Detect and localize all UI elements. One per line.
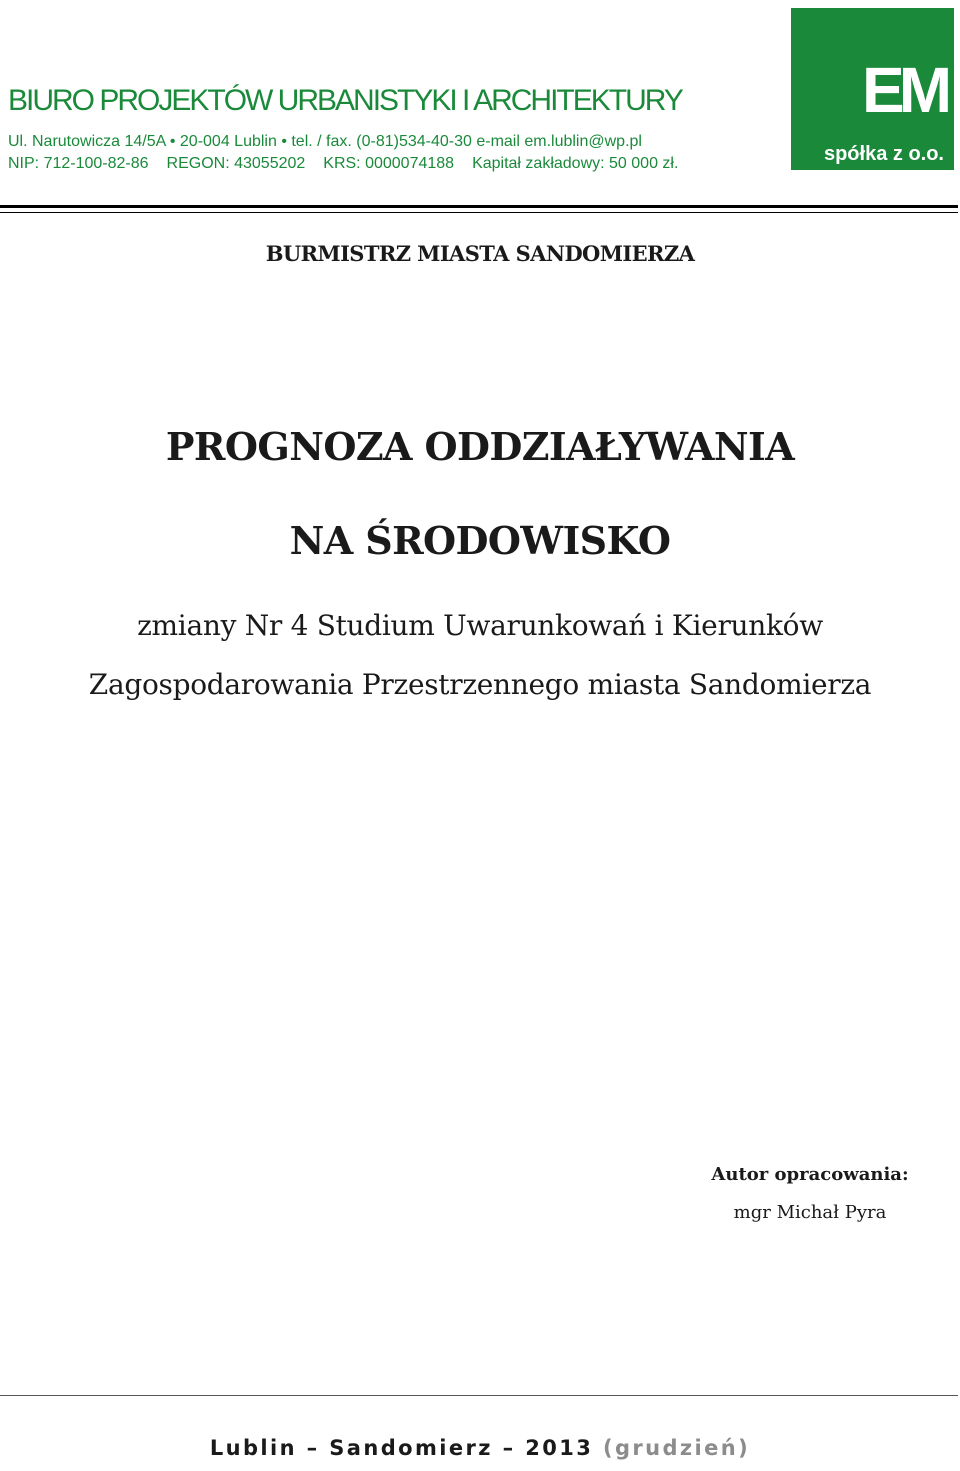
em-logo: [791, 8, 954, 170]
footer-month: (grudzień): [602, 1436, 751, 1460]
header-divider-thick: [0, 205, 958, 208]
regon-number: REGON: 43055202: [166, 155, 306, 172]
company-name: BIURO PROJEKTÓW URBANISTYKI I ARCHITEKTURY: [8, 84, 682, 117]
author-name: mgr Michał Pyra: [733, 1202, 887, 1223]
document-subtitle-line-2: Zagospodarowania Przestrzennego miasta Sandomierza: [88, 668, 872, 701]
commissioning-authority: BURMISTRZ MIASTA SANDOMIERZA: [265, 241, 695, 266]
footer-location-year: Lublin – Sandomierz – 2013: [209, 1436, 594, 1460]
footer-divider: [0, 1395, 958, 1396]
document-title-line-2: NA ŚRODOWISKO: [289, 518, 671, 563]
header-divider-thin: [0, 212, 958, 213]
footer-place-date: [0, 1436, 960, 1460]
nip-number: NIP: 712-100-82-86: [8, 155, 149, 172]
logo-subtitle: spółka z o.o.: [823, 143, 944, 165]
krs-number: KRS: 0000074188: [323, 155, 455, 172]
author-label: Autor opracowania:: [711, 1164, 909, 1185]
logo-mark: EM: [862, 54, 946, 126]
company-registry-line: [8, 155, 678, 173]
share-capital: Kapitał zakładowy: 50 000 zł.: [472, 155, 679, 172]
document-title-line-1: PROGNOZA ODDZIAŁYWANIA: [165, 424, 795, 469]
document-subtitle-line-1: zmiany Nr 4 Studium Uwarunkowań i Kierunków: [137, 609, 823, 642]
company-address: Ul. Narutowicza 14/5A • 20-004 Lublin • tel. / fax. (0-81)534-40-30 e-mail em.lublin@wp.pl: [8, 133, 642, 150]
